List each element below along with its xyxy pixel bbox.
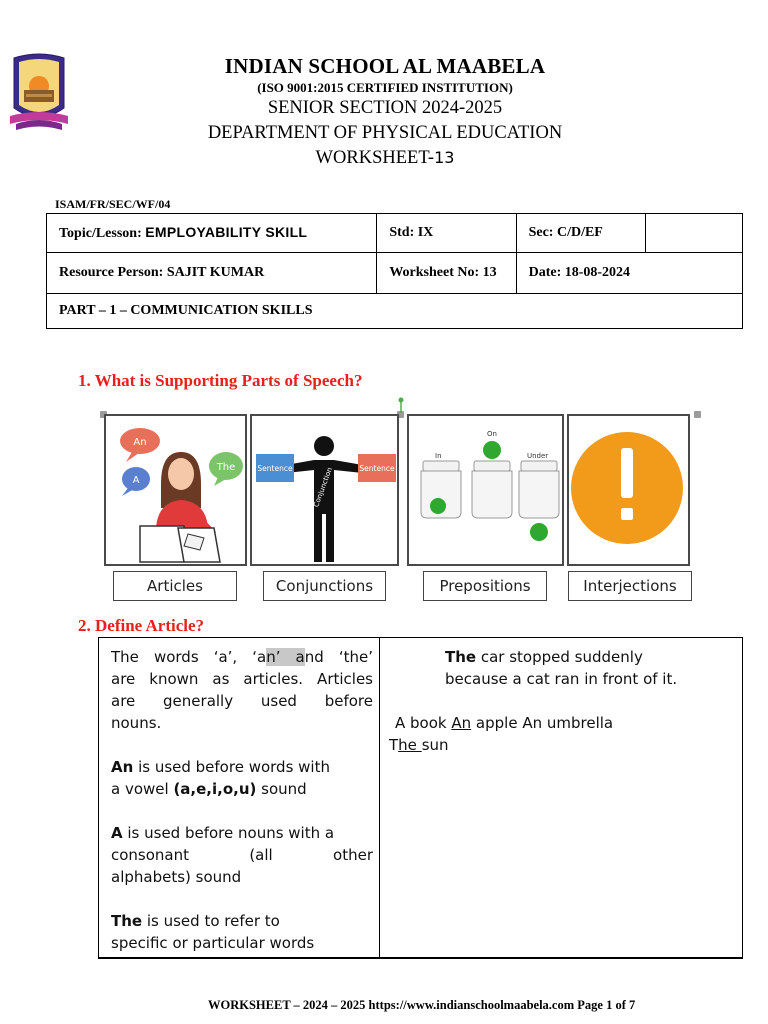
worksheet-title-text: WORKSHEET- <box>315 148 435 168</box>
conjunction-word: Conjunction <box>312 466 335 509</box>
topic-cell <box>47 214 377 253</box>
part-cell: PART – 1 – COMMUNICATION SKILLS <box>47 294 743 329</box>
column-divider <box>379 638 380 957</box>
spacer <box>111 888 373 910</box>
rotate-handle <box>396 397 406 413</box>
vowels: (a,e,i,o,u) <box>173 780 257 798</box>
spacer <box>389 690 739 712</box>
articles-image <box>104 414 247 566</box>
resource-person-cell: Resource Person: SAJIT KUMAR <box>47 253 377 294</box>
label-interjections: Interjections <box>568 571 692 601</box>
def-line <box>111 646 373 668</box>
section-year: SENIOR SECTION 2024-2025 <box>267 98 503 118</box>
article-definition-column <box>111 646 373 954</box>
worksheet-title-number: 13 <box>434 148 455 167</box>
example-text: A book <box>395 714 452 732</box>
jar-label-in: In <box>435 452 442 460</box>
bubble-an <box>120 428 160 462</box>
def-text: is used to refer to <box>142 912 280 930</box>
label-prepositions: Prepositions <box>423 571 547 601</box>
spacer <box>111 734 373 756</box>
bold-an: An <box>111 758 134 776</box>
bold-the: The <box>111 912 143 930</box>
def-text: is used before words with <box>133 758 330 776</box>
conjunctions-image <box>250 414 399 566</box>
page-footer: WORKSHEET – 2024 – 2025 https://www.indianschoolmaabela.com Page 1 of 7 <box>208 998 636 1012</box>
example-text: apple An umbrella <box>471 714 614 732</box>
selection-handle <box>694 411 701 418</box>
example-line <box>389 646 739 668</box>
def-line: nouns. <box>111 714 162 732</box>
def-text: nd ‘the’ <box>304 648 373 666</box>
def-line: consonant (all other <box>111 846 373 864</box>
article-examples-column <box>389 646 739 756</box>
worksheet-no-cell: Worksheet No: 13 <box>377 253 516 294</box>
example-text: car stopped suddenly <box>476 648 643 666</box>
def-line <box>111 756 373 778</box>
bubble-the <box>209 452 243 486</box>
topic-value: EMPLOYABILITY SKILL <box>145 224 308 240</box>
sec-cell: Sec: C/D/EF <box>516 214 645 253</box>
label-articles: Articles <box>113 571 237 601</box>
question-2: 2. Define Article? <box>78 616 205 635</box>
example-line <box>389 712 739 734</box>
interjections-image <box>567 414 690 566</box>
def-text: The words ‘a’, ‘a <box>111 648 267 666</box>
iso-certification: (ISO 9001:2015 CERTIFIED INSTITUTION) <box>257 80 513 95</box>
bubble-a-text: A <box>132 475 140 486</box>
example-text: sun <box>421 736 449 754</box>
underlined-an: An <box>451 714 472 732</box>
def-line <box>111 822 373 844</box>
def-line <box>111 778 373 800</box>
prepositions-image <box>407 414 564 566</box>
form-code: ISAM/FR/SEC/WF/04 <box>55 197 171 211</box>
jar-label-under: Under <box>527 452 549 460</box>
topic-label: Topic/Lesson: <box>59 226 146 241</box>
worksheet-title <box>120 148 650 169</box>
def-line: alphabets) sound <box>111 868 242 886</box>
spacer <box>111 800 373 822</box>
highlighted-text: n’ a <box>266 648 305 666</box>
label-conjunctions: Conjunctions <box>263 571 386 601</box>
jar-label-on: On <box>487 430 497 438</box>
department-name: DEPARTMENT OF PHYSICAL EDUCATION <box>207 123 563 143</box>
underlined-he: he <box>398 736 422 754</box>
def-line: specific or particular words <box>111 934 315 952</box>
bubble-a <box>122 467 150 496</box>
sentence-right-text: Sentence <box>359 464 395 473</box>
def-line: are known as articles. Articles <box>111 670 373 688</box>
bold-the-example: The <box>445 648 477 666</box>
def-text: a vowel <box>111 780 174 798</box>
def-text: sound <box>256 780 307 798</box>
def-text: is used before nouns with a <box>122 824 335 842</box>
def-line <box>111 910 373 932</box>
school-name: INDIAN SCHOOL AL MAABELA <box>224 54 546 78</box>
empty-cell <box>645 214 742 253</box>
def-line: are generally used before <box>111 692 373 710</box>
school-logo <box>6 50 72 138</box>
example-line: because a cat ran in front of it. <box>445 670 678 688</box>
bubble-an-text: An <box>133 437 147 448</box>
bold-a: A <box>111 824 123 842</box>
bubble-the-text: The <box>216 462 236 473</box>
article-table <box>98 637 743 959</box>
date-cell: Date: 18-08-2024 <box>516 253 742 294</box>
info-table <box>46 213 743 329</box>
example-line <box>389 734 739 756</box>
sentence-left-text: Sentence <box>257 464 293 473</box>
example-text: T <box>389 736 399 754</box>
question-1: 1. What is Supporting Parts of Speech? <box>78 371 363 390</box>
std-cell: Std: IX <box>377 214 516 253</box>
